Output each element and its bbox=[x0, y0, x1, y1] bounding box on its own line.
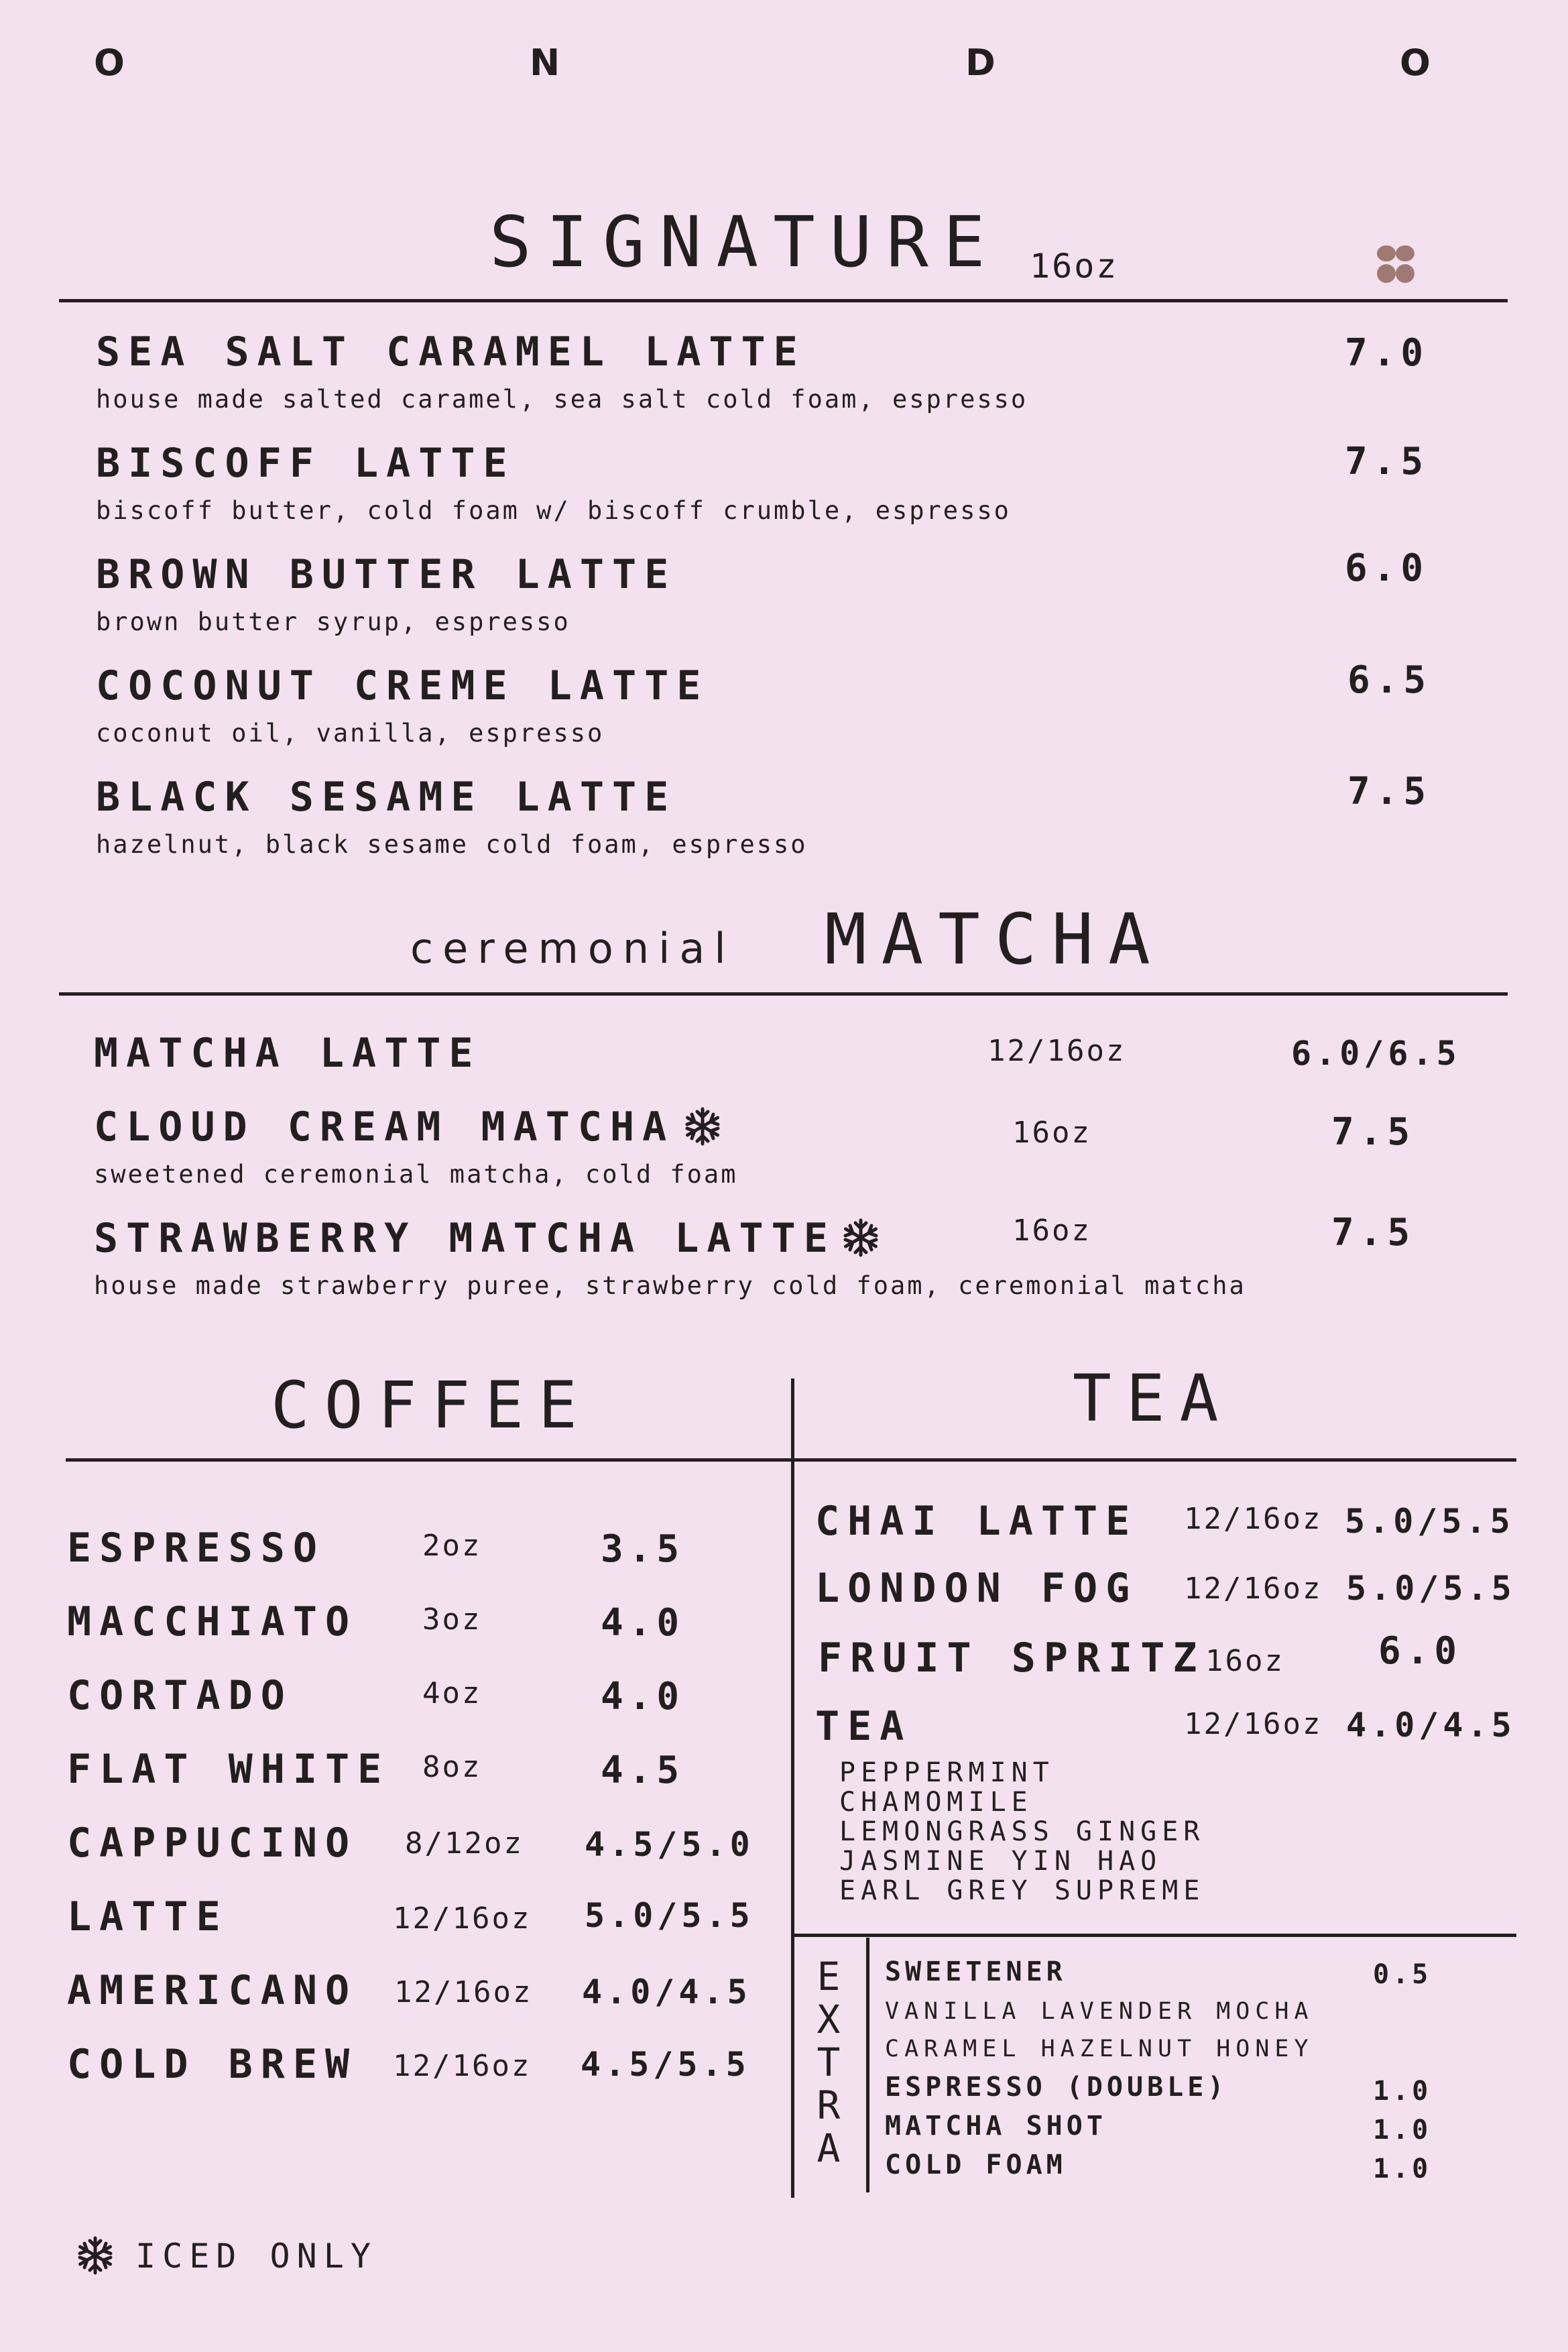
extra-item-name: COLD FOAM bbox=[885, 2150, 1067, 2180]
brand-letter-1: O bbox=[94, 42, 125, 84]
brand-letter-2: N bbox=[530, 42, 560, 84]
signature-item-price: 6.5 bbox=[1347, 658, 1432, 702]
extra-item-price: 1.0 bbox=[1373, 2115, 1432, 2145]
coffee-item-size: 12/16oz bbox=[393, 2049, 532, 2083]
signature-item-desc: brown butter syrup, espresso bbox=[96, 607, 570, 636]
coffee-item-name: CORTADO bbox=[67, 1672, 293, 1719]
tea-variety: CHAMOMILE bbox=[839, 1787, 1033, 1818]
signature-item-desc: hazelnut, black sesame cold foam, espresso bbox=[96, 830, 808, 859]
matcha-item-size: 16oz bbox=[1012, 1214, 1091, 1248]
coffee-item-price: 5.0/5.5 bbox=[585, 1896, 754, 1935]
extra-letter: X bbox=[817, 1997, 841, 2042]
tea-title: TEA bbox=[1073, 1361, 1233, 1436]
tea-item-size: 12/16oz bbox=[1184, 1572, 1323, 1606]
tea-item-size: 12/16oz bbox=[1184, 1502, 1323, 1536]
coffee-item-size: 8oz bbox=[422, 1750, 482, 1784]
signature-size: 16oz bbox=[1030, 247, 1119, 286]
snowflake-icon bbox=[841, 1218, 881, 1258]
tea-item-price: 5.0/5.5 bbox=[1345, 1502, 1514, 1541]
signature-item-name: BISCOFF LATTE bbox=[96, 440, 516, 487]
coffee-item-price: 4.0 bbox=[601, 1601, 685, 1645]
tea-item-price: 4.0/4.5 bbox=[1346, 1706, 1516, 1745]
matcha-item-name: MATCHA LATTE bbox=[94, 1030, 481, 1077]
iced-only-label: ICED ONLY bbox=[135, 2237, 377, 2276]
tea-variety: JASMINE YIN HAO bbox=[839, 1846, 1162, 1877]
coffee-item-name: COLD BREW bbox=[67, 2041, 358, 2088]
matcha-item-desc: sweetened ceremonial matcha, cold foam bbox=[94, 1160, 738, 1189]
signature-item-name: BLACK SESAME LATTE bbox=[96, 774, 677, 821]
coffee-item-name: LATTE bbox=[67, 1893, 229, 1940]
matcha-item-name: CLOUD CREAM MATCHA bbox=[94, 1104, 675, 1151]
extra-letter: T bbox=[817, 2040, 841, 2085]
coffee-item-size: 4oz bbox=[422, 1676, 482, 1710]
signature-title: SIGNATURE bbox=[489, 201, 1000, 283]
extra-divider bbox=[866, 1938, 869, 2192]
matcha-item-size: 16oz bbox=[1012, 1116, 1091, 1150]
matcha-item-price: 7.5 bbox=[1331, 1110, 1416, 1154]
signature-item-price: 7.0 bbox=[1345, 331, 1429, 375]
coffee-item-name: FLAT WHITE bbox=[67, 1746, 390, 1793]
tea-variety: LEMONGRASS GINGER bbox=[839, 1816, 1205, 1847]
coffee-title: COFFEE bbox=[271, 1368, 592, 1443]
coffee-item-price: 4.0/4.5 bbox=[582, 1973, 751, 2011]
extra-rule bbox=[791, 1934, 1516, 1937]
matcha-item-size: 12/16oz bbox=[987, 1034, 1126, 1068]
sweetener-flavors: VANILLA LAVENDER MOCHA bbox=[885, 1998, 1314, 2025]
signature-item-desc: coconut oil, vanilla, espresso bbox=[96, 719, 605, 748]
signature-item-price: 7.5 bbox=[1345, 440, 1429, 483]
sweetener-flavors: CARAMEL HAZELNUT HONEY bbox=[885, 2036, 1314, 2062]
matcha-item-price: 6.0/6.5 bbox=[1291, 1034, 1461, 1073]
brand-letter-4: O bbox=[1400, 42, 1431, 84]
column-divider bbox=[791, 1378, 794, 2198]
snowflake-icon bbox=[75, 2235, 115, 2276]
coffee-item-size: 2oz bbox=[422, 1529, 482, 1563]
logo-icon bbox=[1374, 243, 1417, 286]
extra-letter: R bbox=[817, 2082, 841, 2128]
coffee-item-price: 3.5 bbox=[601, 1527, 685, 1571]
signature-item-name: BROWN BUTTER LATTE bbox=[96, 551, 677, 598]
tea-item-name: CHAI LATTE bbox=[815, 1498, 1138, 1545]
matcha-title-prefix: ceremonial bbox=[410, 924, 735, 973]
brand-letter-3: D bbox=[965, 42, 996, 84]
signature-item-name: COCONUT CREME LATTE bbox=[96, 662, 709, 709]
signature-item-price: 7.5 bbox=[1347, 770, 1432, 813]
coffee-item-price: 4.5/5.0 bbox=[585, 1825, 754, 1864]
tea-item-price: 6.0 bbox=[1378, 1629, 1463, 1673]
matcha-item-price: 7.5 bbox=[1331, 1211, 1416, 1254]
coffee-item-size: 12/16oz bbox=[393, 1901, 532, 1936]
tea-item-size: 12/16oz bbox=[1184, 1707, 1323, 1741]
extra-item-name: ESPRESSO (DOUBLE) bbox=[885, 2072, 1228, 2103]
coffee-item-name: MACCHIATO bbox=[67, 1598, 358, 1645]
signature-item-desc: house made salted caramel, sea salt cold foam, espresso bbox=[96, 385, 1028, 414]
tea-variety: PEPPERMINT bbox=[839, 1757, 1054, 1788]
signature-rule bbox=[59, 299, 1508, 302]
coffee-tea-rule bbox=[66, 1458, 1516, 1462]
coffee-item-price: 4.5 bbox=[601, 1749, 685, 1792]
matcha-title: MATCHA bbox=[825, 898, 1165, 980]
snowflake-icon bbox=[682, 1106, 723, 1146]
extra-item-price: 1.0 bbox=[1373, 2076, 1432, 2107]
signature-item-price: 6.0 bbox=[1345, 546, 1429, 590]
coffee-item-size: 8/12oz bbox=[405, 1826, 524, 1861]
coffee-item-name: CAPPUCINO bbox=[67, 1820, 358, 1867]
signature-item-desc: biscoff butter, cold foam w/ biscoff crumble, espresso bbox=[96, 496, 1011, 525]
tea-item-name: FRUIT SPRITZ bbox=[818, 1635, 1205, 1682]
tea-item-size: 16oz bbox=[1205, 1644, 1284, 1678]
extra-letter: E bbox=[817, 1954, 841, 1999]
coffee-item-size: 12/16oz bbox=[394, 1975, 533, 2009]
tea-variety: EARL GREY SUPREME bbox=[839, 1875, 1205, 1906]
extra-item-price: 1.0 bbox=[1373, 2154, 1432, 2184]
tea-item-name: LONDON FOG bbox=[815, 1565, 1138, 1612]
tea-item-name: TEA bbox=[815, 1703, 912, 1750]
matcha-rule bbox=[59, 992, 1508, 996]
matcha-item-desc: house made strawberry puree, strawberry cold foam, ceremonial matcha bbox=[94, 1271, 1246, 1300]
tea-item-price: 5.0/5.5 bbox=[1346, 1569, 1516, 1608]
sweetener-label: SWEETENER bbox=[885, 1956, 1067, 1987]
coffee-item-name: AMERICANO bbox=[67, 1967, 358, 2014]
signature-item-name: SEA SALT CARAMEL LATTE bbox=[96, 329, 806, 375]
coffee-item-size: 3oz bbox=[422, 1602, 482, 1637]
extra-letter: A bbox=[817, 2125, 841, 2171]
extra-item-name: MATCHA SHOT bbox=[885, 2111, 1107, 2141]
matcha-item-name: STRAWBERRY MATCHA LATTE bbox=[94, 1215, 836, 1262]
coffee-item-price: 4.0 bbox=[601, 1675, 685, 1718]
coffee-item-price: 4.5/5.5 bbox=[581, 2045, 750, 2084]
coffee-item-name: ESPRESSO bbox=[67, 1525, 325, 1572]
sweetener-price: 0.5 bbox=[1373, 1959, 1432, 1990]
